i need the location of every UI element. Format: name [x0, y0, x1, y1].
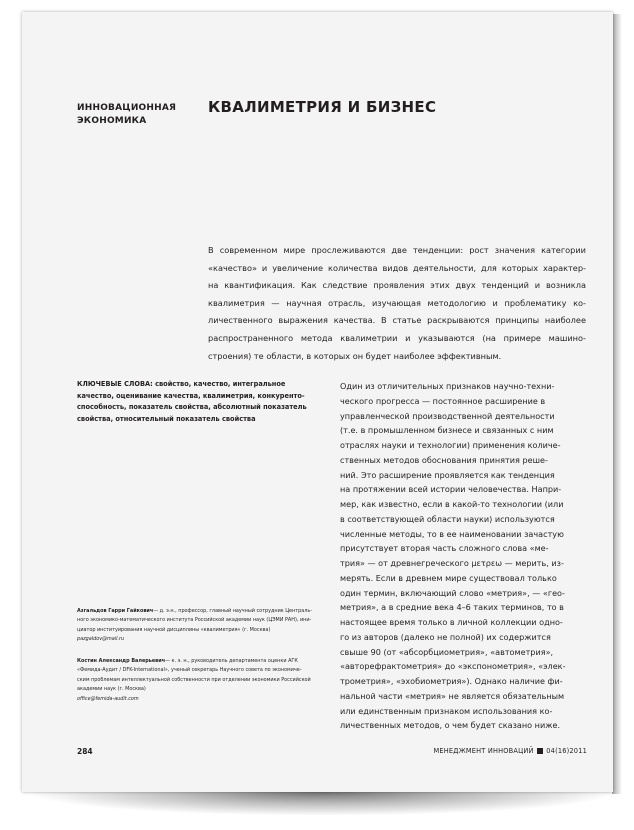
journal-name: МЕНЕДЖМЕНТ ИННОВАЦИЙ — [433, 747, 534, 755]
article-title: КВАЛИМЕТРИЯ И БИЗНЕС — [208, 98, 437, 116]
body-line: «авторефрактометрия» до «экспонометрия», «элек- — [340, 661, 566, 672]
author-email[interactable] — [77, 635, 339, 644]
body-line: метрия», а в средние века 4–6 таких терминов, то в — [340, 602, 564, 613]
author-email-text[interactable]: office@femida-audit.com — [77, 695, 139, 702]
journal-issue: 04(16)2011 — [546, 747, 587, 755]
page-side-shadow — [612, 14, 622, 794]
body-line: численные методы, то в ее наименовании зачастую — [340, 528, 564, 539]
author-bio-line: ного экономико-математического института Российской академии наук (ЦЭМИ РАН), ини- — [77, 617, 312, 624]
author-bio-azgaldov — [77, 607, 339, 645]
body-line: ний. Это расширение проявляется как тенденция — [340, 469, 555, 480]
body-line: на протяжении всей истории человечества. Напри- — [340, 484, 562, 495]
body-line: мер, как известно, если в какой-то технологии (или — [340, 499, 564, 509]
author-bio-kostin — [77, 657, 339, 704]
body-line: трия» — от древнегреческого μετρεω — мерить, из- — [340, 558, 564, 568]
body-line: свыше 90 (от «абсорбциометрия», «автометрия», — [340, 646, 554, 657]
abstract-line: на квантификация. Как следствие проявления этих двух тенденций и возникла — [208, 280, 586, 291]
author-name: Азгальдов Гарри Гайкович — [77, 608, 154, 614]
body-line: трометрия», «эхобиометрия»). Однако наличие фи- — [340, 676, 563, 686]
body-line: ственных методов обоснования принятия реше- — [340, 454, 548, 465]
article-abstract — [208, 242, 586, 365]
abstract-line: квалиметрия — научная отрасль, изучающая методологию и проблематику ко- — [208, 297, 586, 308]
body-line: присутствует вторая часть сложного слова «ме- — [340, 543, 549, 554]
body-line: один термин, включающий слово «метрия», — «гео- — [340, 587, 565, 598]
page-number: 284 — [77, 747, 93, 756]
section-label-line: ЭКОНОМИКА — [77, 116, 147, 126]
body-line: отраслях науки и технологии) применения количе- — [340, 440, 561, 450]
square-separator-icon — [537, 748, 543, 754]
author-bio-text: — к. э. н., руководитель департамента оценки АГК — [165, 658, 298, 664]
body-line: в соответствующей области науки) используются — [340, 513, 555, 524]
keywords-line: способность, показатель свойства, абсолютный показатель — [77, 403, 307, 412]
keywords-line: свойства, относительный показатель свойства — [77, 414, 256, 423]
journal-info — [433, 747, 587, 755]
author-bio-line — [77, 657, 339, 666]
abstract-line: строения) те области, в которых он будет наиболее эффективным. — [208, 350, 502, 361]
body-line: мерять. Если в древнем мире существовал только — [340, 572, 557, 583]
body-line: или единственным признаком использования ко- — [340, 705, 553, 716]
body-line: Один из отличительных признаков научно-техни- — [340, 381, 555, 391]
abstract-line: распространенного метода квалиметрии и указываются (на примере машино- — [208, 332, 586, 343]
page-bottom-shadow — [24, 792, 620, 816]
body-line: управленческой производственной деятельности — [340, 410, 555, 421]
keywords-line: качество, оценивание качества, квалиметрия, конкуренто- — [77, 391, 305, 400]
author-bio-line: ским проблемам интеллектуальной собственности при отделении экономики Российской — [77, 676, 311, 683]
abstract-line: личественного выражения качества. В статье раскрываются принципы наиболее — [208, 315, 586, 326]
abstract-line: «качество» и увеличение количества видов деятельности, для которых характер- — [208, 262, 586, 273]
keywords-block — [77, 379, 327, 425]
article-body — [340, 379, 590, 733]
author-bio-text: — д. э.н., профессор, главный научный сотрудник Централь- — [153, 608, 312, 614]
author-name: Костин Александр Валерьевич — [77, 658, 166, 664]
keywords-line: КЛЮЧЕВЫЕ СЛОВА: свойство, качество, интегральное — [77, 380, 286, 388]
author-email-text[interactable]: pazgaldov@mail.ru — [77, 636, 125, 643]
document-page — [22, 12, 613, 792]
author-email[interactable] — [77, 695, 339, 704]
author-bio-line — [77, 607, 339, 616]
author-bio-line: циатор институирования научной дисциплины «квалиметрия» (г. Москва) — [77, 626, 271, 633]
author-bio-line: «Фемида-Аудит / DFK-International», ученый секретарь Научного совета по экономиче- — [77, 667, 302, 674]
body-line: нальной части «метрия» не является обязательным — [340, 690, 565, 701]
section-label-line: ИННОВАЦИОННАЯ — [77, 103, 177, 113]
body-line: личественных методов, о чем будет сказано ниже. — [340, 720, 561, 731]
body-line: настоящее время только в личной коллекции одно- — [340, 617, 563, 627]
body-line: го из авторов (далеко не полной) их содержится — [340, 631, 551, 642]
abstract-line: В современном мире прослеживаются две тенденции: рост значения категории — [208, 245, 586, 255]
author-bio-line: академии наук (г. Москва) — [77, 686, 146, 693]
body-line: (т.е. в промышленном бизнесе и связанных с ним — [340, 425, 554, 436]
body-line: ческого прогресса — постоянное расширение в — [340, 395, 546, 406]
section-label — [77, 102, 197, 128]
